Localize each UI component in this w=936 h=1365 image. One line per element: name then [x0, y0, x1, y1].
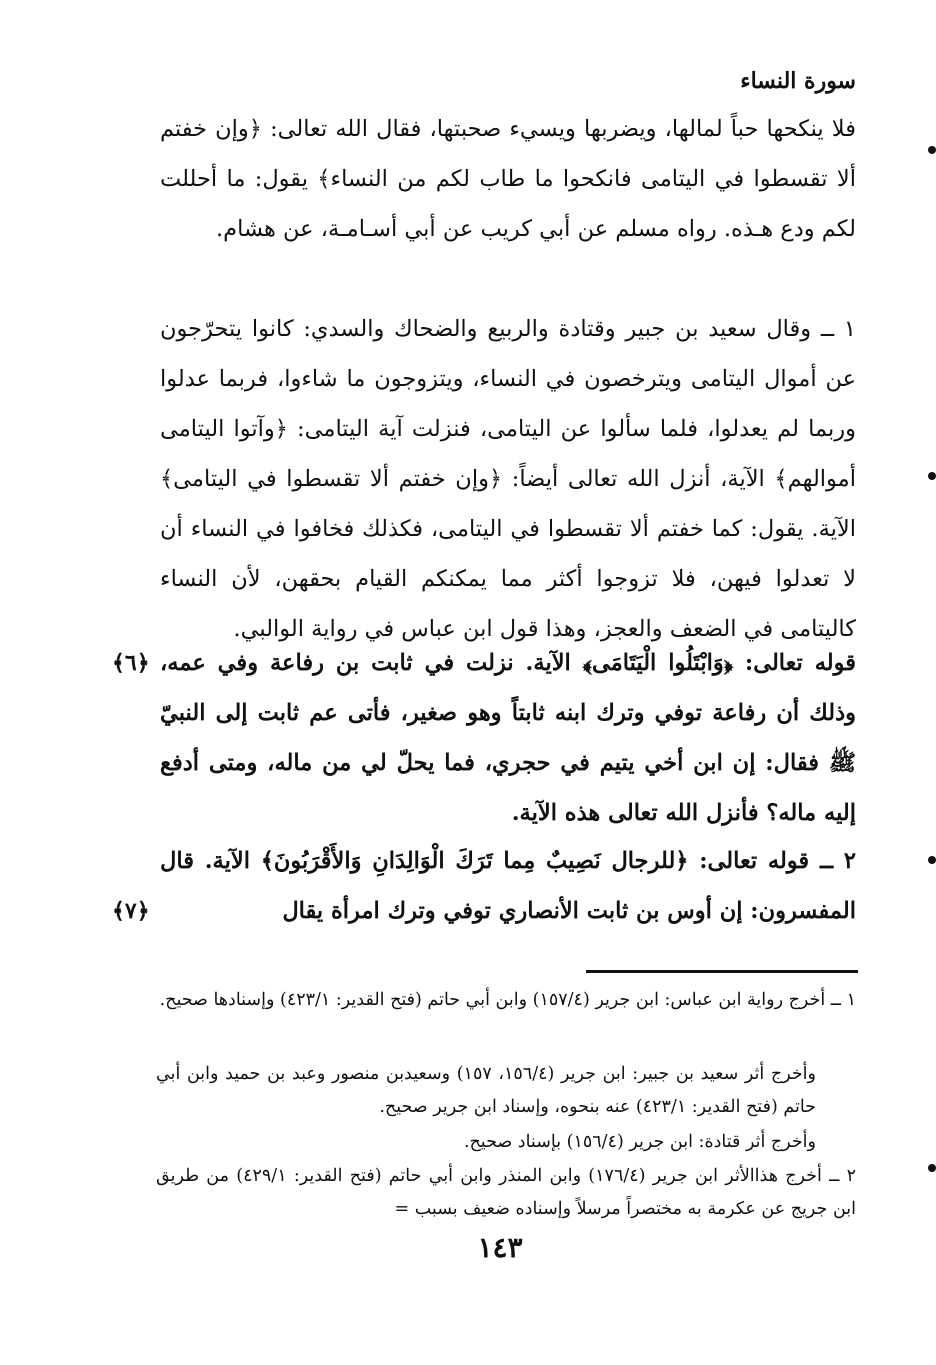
footnote-1b: وأخرج أثر سعيد بن جبير: ابن جرير (١٥٦/٤، ١٥٧) وسعيدبن منصور وعبد بن حميد وابن أبي حاتم (فتح القدير: ٤٢٣/١) عنه بنحوه، وإسناد ابن جرير صحيح.	[156, 1064, 816, 1117]
paragraph-4-verse-7: ٢ ــ قوله تعالى: ﴿للرجال نَصِيبٌ مِما تَرَكَ الْوَالِدَانِ وَالأَقْرَبُونَ﴾ الآية. قال المفسرون: إن أوس بن ثابت الأنصاري توفي وترك امرأة يقال	[160, 848, 856, 924]
verse-number-6: ﴿٦﴾	[112, 650, 150, 676]
footnote-2: ٢ ــ أخرج هذاالأثر ابن جرير (١٧٦/٤) وابن المنذر وابن أبي حاتم (فتح القدير: ٤٢٩/١) من طريق ابن جريج عن عكرمة به مختصراً مرسلاً وإسناده ضعيف بسبب =	[156, 1166, 857, 1219]
scan-mark	[928, 146, 936, 154]
paragraph-2: ١ ــ وقال سعيد بن جبير وقتادة والربيع والضحاك والسدي: كانوا يتحرّجون عن أموال اليتامى ويترخصون في النساء، ويتزوجون ما شاءوا، فربما عدلوا وربما لم يعدلوا، فلما سألوا عن اليتامى، فنزلت آية اليتامى: ﴿وآتوا اليتامى أموالهم﴾ الآية، أنزل الله تعالى أيضاً: ﴿وإن خفتم ألا تقسطوا في اليتامى﴾ الآية. يقول: كما خفتم ألا تقسطوا في اليتامى، فكذلك فخافوا في النساء أن لا تعدلوا فيهن، فلا تزوجوا أكثر مما يمكنكم القيام بحقهن، لأن النساء كاليتامى في الضعف والعجز، وهذا قول ابن عباس في رواية الوالبي.	[160, 316, 856, 642]
scan-mark	[928, 472, 936, 480]
footnote-separator-rule	[586, 970, 858, 973]
footnote-1a: ١ ــ أخرج رواية ابن عباس: ابن جرير (١٥٧/٤) وابن أبي حاتم (فتح القدير: ٤٢٣/١) وإسنادها صحيح.	[159, 990, 856, 1010]
running-header-surah-title: سورة النساء	[740, 68, 856, 94]
scan-mark	[928, 856, 936, 864]
verse-number-7: ﴿٧﴾	[112, 898, 150, 924]
paragraph-3-verse-6: قوله تعالى: ﴿وَابْتَلُوا الْيَتَامَى﴾ الآية. نزلت في ثابت بن رفاعة وفي عمه، وذلك أن رفاعة توفي وترك ابنه ثابتاً وهو صغير، فأتى عم ثابت إلى النبيّ ﷺ فقال: إن ابن أخي يتيم في حجري، فما يحلّ لي من ماله، ومتى أدفع إليه ماله؟ فأنزل الله تعالى هذه الآية.	[160, 650, 856, 826]
paragraph-1: فلا ينكحها حباً لمالها، ويضربها ويسيء صحبتها، فقال الله تعالى: ﴿وإن خفتم ألا تقسطوا في اليتامى فانكحوا ما طاب لكم من النساء﴾ يقول: ما أحللت لكم ودع هـذه. رواه مسلم عن أبي كريب عن أبي أسـامـة، عن هشام.	[160, 116, 856, 242]
scan-mark	[928, 1164, 936, 1172]
footnote-1c: وأخرج أثر قتادة: ابن جرير (١٥٦/٤) بإسناد صحيح.	[463, 1132, 816, 1152]
page-number: ١٤٣	[477, 1231, 523, 1264]
